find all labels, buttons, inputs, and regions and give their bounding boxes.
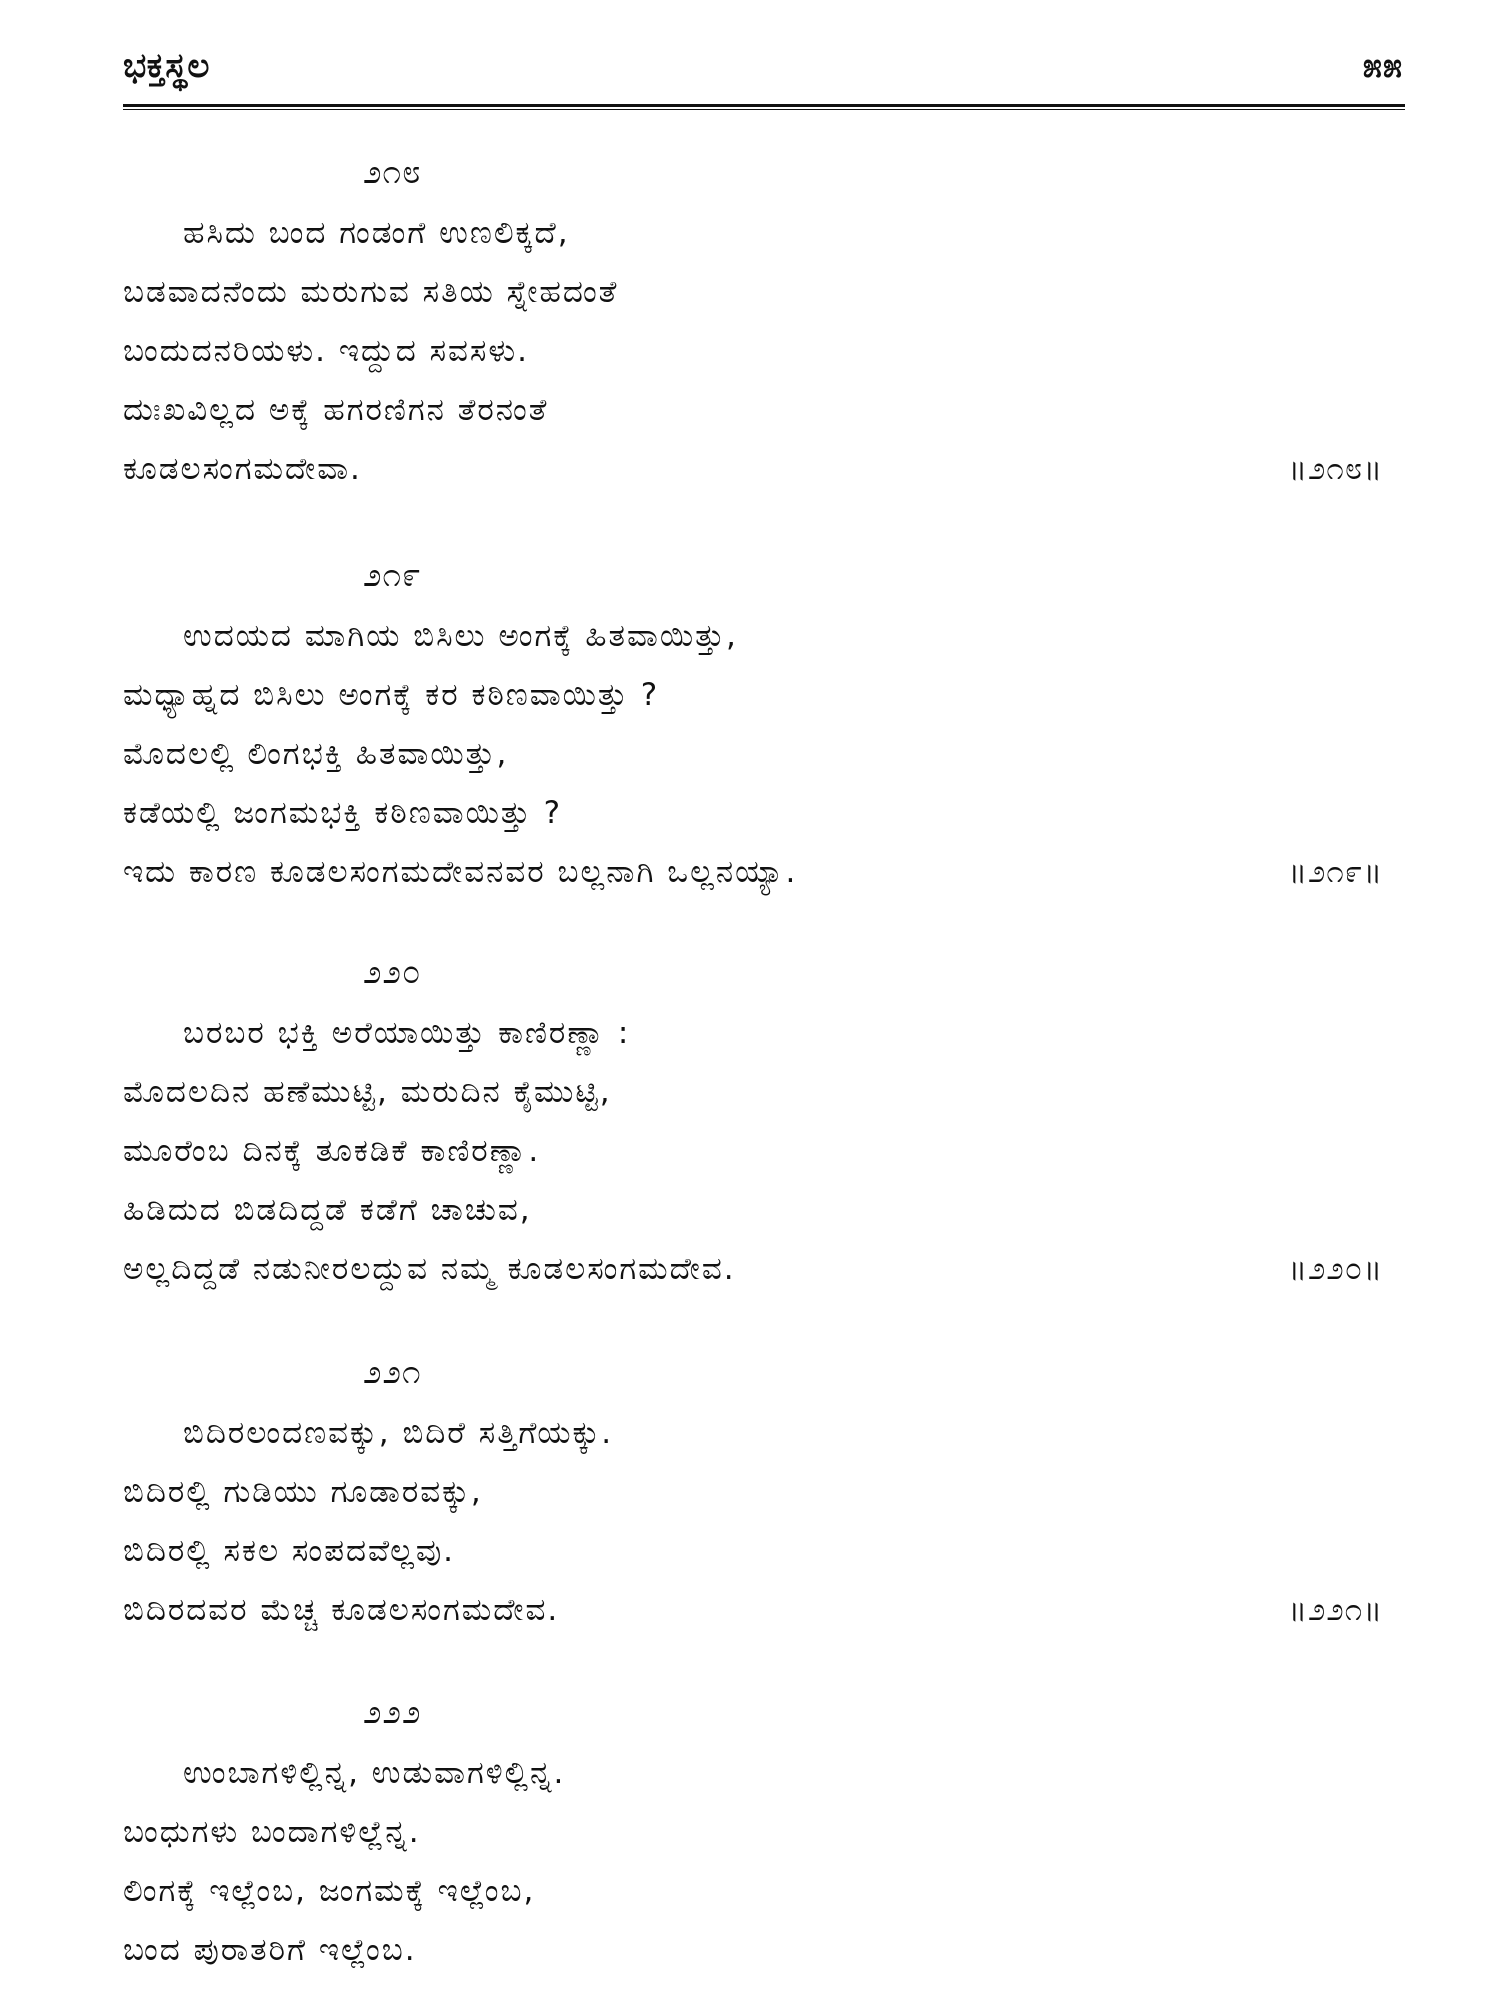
verse-line: ದುಃಖವಿಲ್ಲದ ಅಕ್ಕೆ ಹಗರಣಿಗನ ತೆರನಂತೆ: [123, 392, 549, 428]
verse-line: ಕಡೆಯಲ್ಲಿ ಜಂಗಮಭಕ್ತಿ ಕಠಿಣವಾಯಿತ್ತು ?: [123, 795, 563, 831]
verse-line: ಬಂಧುಗಳು ಬಂದಾಗಳಿಲ್ಲೆನ್ನ.: [123, 1814, 421, 1850]
verse-line-final: [123, 440, 1383, 499]
verse-line: ಬಿದಿರಲ್ಲಿ ಸಕಲ ಸಂಪದವೆಲ್ಲವು.: [123, 1533, 456, 1569]
verse-line: ಹಿಡಿದುದ ಬಿಡದಿದ್ದಡೆ ಕಡೆಗೆ ಚಾಚುವ,: [123, 1192, 532, 1228]
verse-end-number: ॥೨೨೦॥: [1288, 1251, 1383, 1287]
verse-line: ಲಿಂಗಕ್ಕೆ ಇಲ್ಲೆಂಬ, ಜಂಗಮಕ್ಕೆ ಇಲ್ಲೆಂಬ,: [123, 1873, 536, 1909]
header-rule-thin: [123, 109, 1405, 110]
verse-line: ಬಿದಿರಲ್ಲಿ ಗುಡಿಯು ಗೂಡಾರವಕ್ಕು,: [123, 1474, 483, 1510]
header-rule: [123, 104, 1405, 107]
chapter-title: ಭಕ್ತಸ್ಥಲ: [123, 46, 210, 86]
verse-line: ಮಧ್ಯಾಹ್ನದ ಬಿಸಿಲು ಅಂಗಕ್ಕೆ ಕರ ಕಠಿಣವಾಯಿತ್ತು ?: [123, 677, 660, 713]
verse-line: ಬಂದುದನರಿಯಳು. ಇದ್ದುದ ಸವಸಳು.: [123, 333, 529, 369]
verse-line: ಉದಯದ ಮಾಗಿಯ ಬಿಸಿಲು ಅಂಗಕ್ಕೆ ಹಿತವಾಯಿತ್ತು,: [183, 618, 738, 654]
verse-end-number: ॥೨೨೧॥: [1288, 1592, 1383, 1628]
verse-end-number: ॥೨೧೯॥: [1288, 854, 1383, 890]
verse-line-text: ಇದು ಕಾರಣ ಕೂಡಲಸಂಗಮದೇವನವರ ಬಲ್ಲನಾಗಿ ಒಲ್ಲನಯ್ಯಾ.: [123, 854, 798, 890]
verse-number: ೨೨೦: [363, 952, 422, 991]
page-header: [123, 42, 1403, 94]
verse-line: ಬಿದಿರಲಂದಣವಕ್ಕು, ಬಿದಿರೆ ಸತ್ತಿಗೆಯಕ್ಕು.: [183, 1415, 614, 1451]
verse-line-text: ಅಲ್ಲದಿದ್ದಡೆ ನಡುನೀರಲದ್ದುವ ನಮ್ಮ ಕೂಡಲಸಂಗಮದೇವ.: [123, 1251, 736, 1287]
verse-line: ಉಂಬಾಗಳಿಲ್ಲಿನ್ನ, ಉಡುವಾಗಳಿಲ್ಲಿನ್ನ.: [183, 1755, 566, 1791]
verse-number: ೨೧೯: [363, 555, 422, 594]
verse-lines: [123, 204, 1383, 499]
verse-line: ಬರಬರ ಭಕ್ತಿ ಅರೆಯಾಯಿತ್ತು ಕಾಣಿರಣ್ಣಾ :: [183, 1015, 631, 1051]
verse-number: ೨೨೨: [363, 1692, 422, 1731]
verse-number: ೨೧೮: [363, 152, 422, 191]
verse-line-final: [123, 843, 1383, 902]
verse-lines: [123, 1004, 1383, 1299]
verse-line: ಹಸಿದು ಬಂದ ಗಂಡಂಗೆ ಉಣಲಿಕ್ಕದೆ,: [183, 215, 570, 251]
verse-lines: [123, 607, 1383, 902]
verse-end-number: ॥೨೧೮॥: [1288, 451, 1383, 487]
verse-lines: [123, 1404, 1383, 1640]
verse-line: ಬಡವಾದನೆಂದು ಮರುಗುವ ಸತಿಯ ಸ್ನೇಹದಂತೆ: [123, 274, 619, 310]
verse-line-text: ಬಿದಿರದವರ ಮೆಚ್ಚ ಕೂಡಲಸಂಗಮದೇವ.: [123, 1592, 560, 1628]
verse-line-text: ಕೂಡಲಸಂಗಮದೇವಾ.: [123, 451, 362, 487]
verse-line: ಮೂರೆಂಬ ದಿನಕ್ಕೆ ತೂಕಡಿಕೆ ಕಾಣಿರಣ್ಣಾ.: [123, 1133, 541, 1169]
page-number: ೫೫: [1362, 46, 1403, 86]
verse-line: ಮೊದಲಲ್ಲಿ ಲಿಂಗಭಕ್ತಿ ಹಿತವಾಯಿತ್ತು,: [123, 736, 509, 772]
verse-lines: [123, 1744, 1383, 1980]
verse-number: ೨೨೧: [363, 1352, 422, 1391]
verse-line-final: [123, 1240, 1383, 1299]
verse-line-final: [123, 1581, 1383, 1640]
verse-line: ಮೊದಲದಿನ ಹಣೆಮುಟ್ಟಿ, ಮರುದಿನ ಕೈಮುಟ್ಟಿ,: [123, 1074, 612, 1110]
verse-line: ಬಂದ ಪುರಾತರಿಗೆ ಇಲ್ಲೆಂಬ.: [123, 1932, 417, 1968]
